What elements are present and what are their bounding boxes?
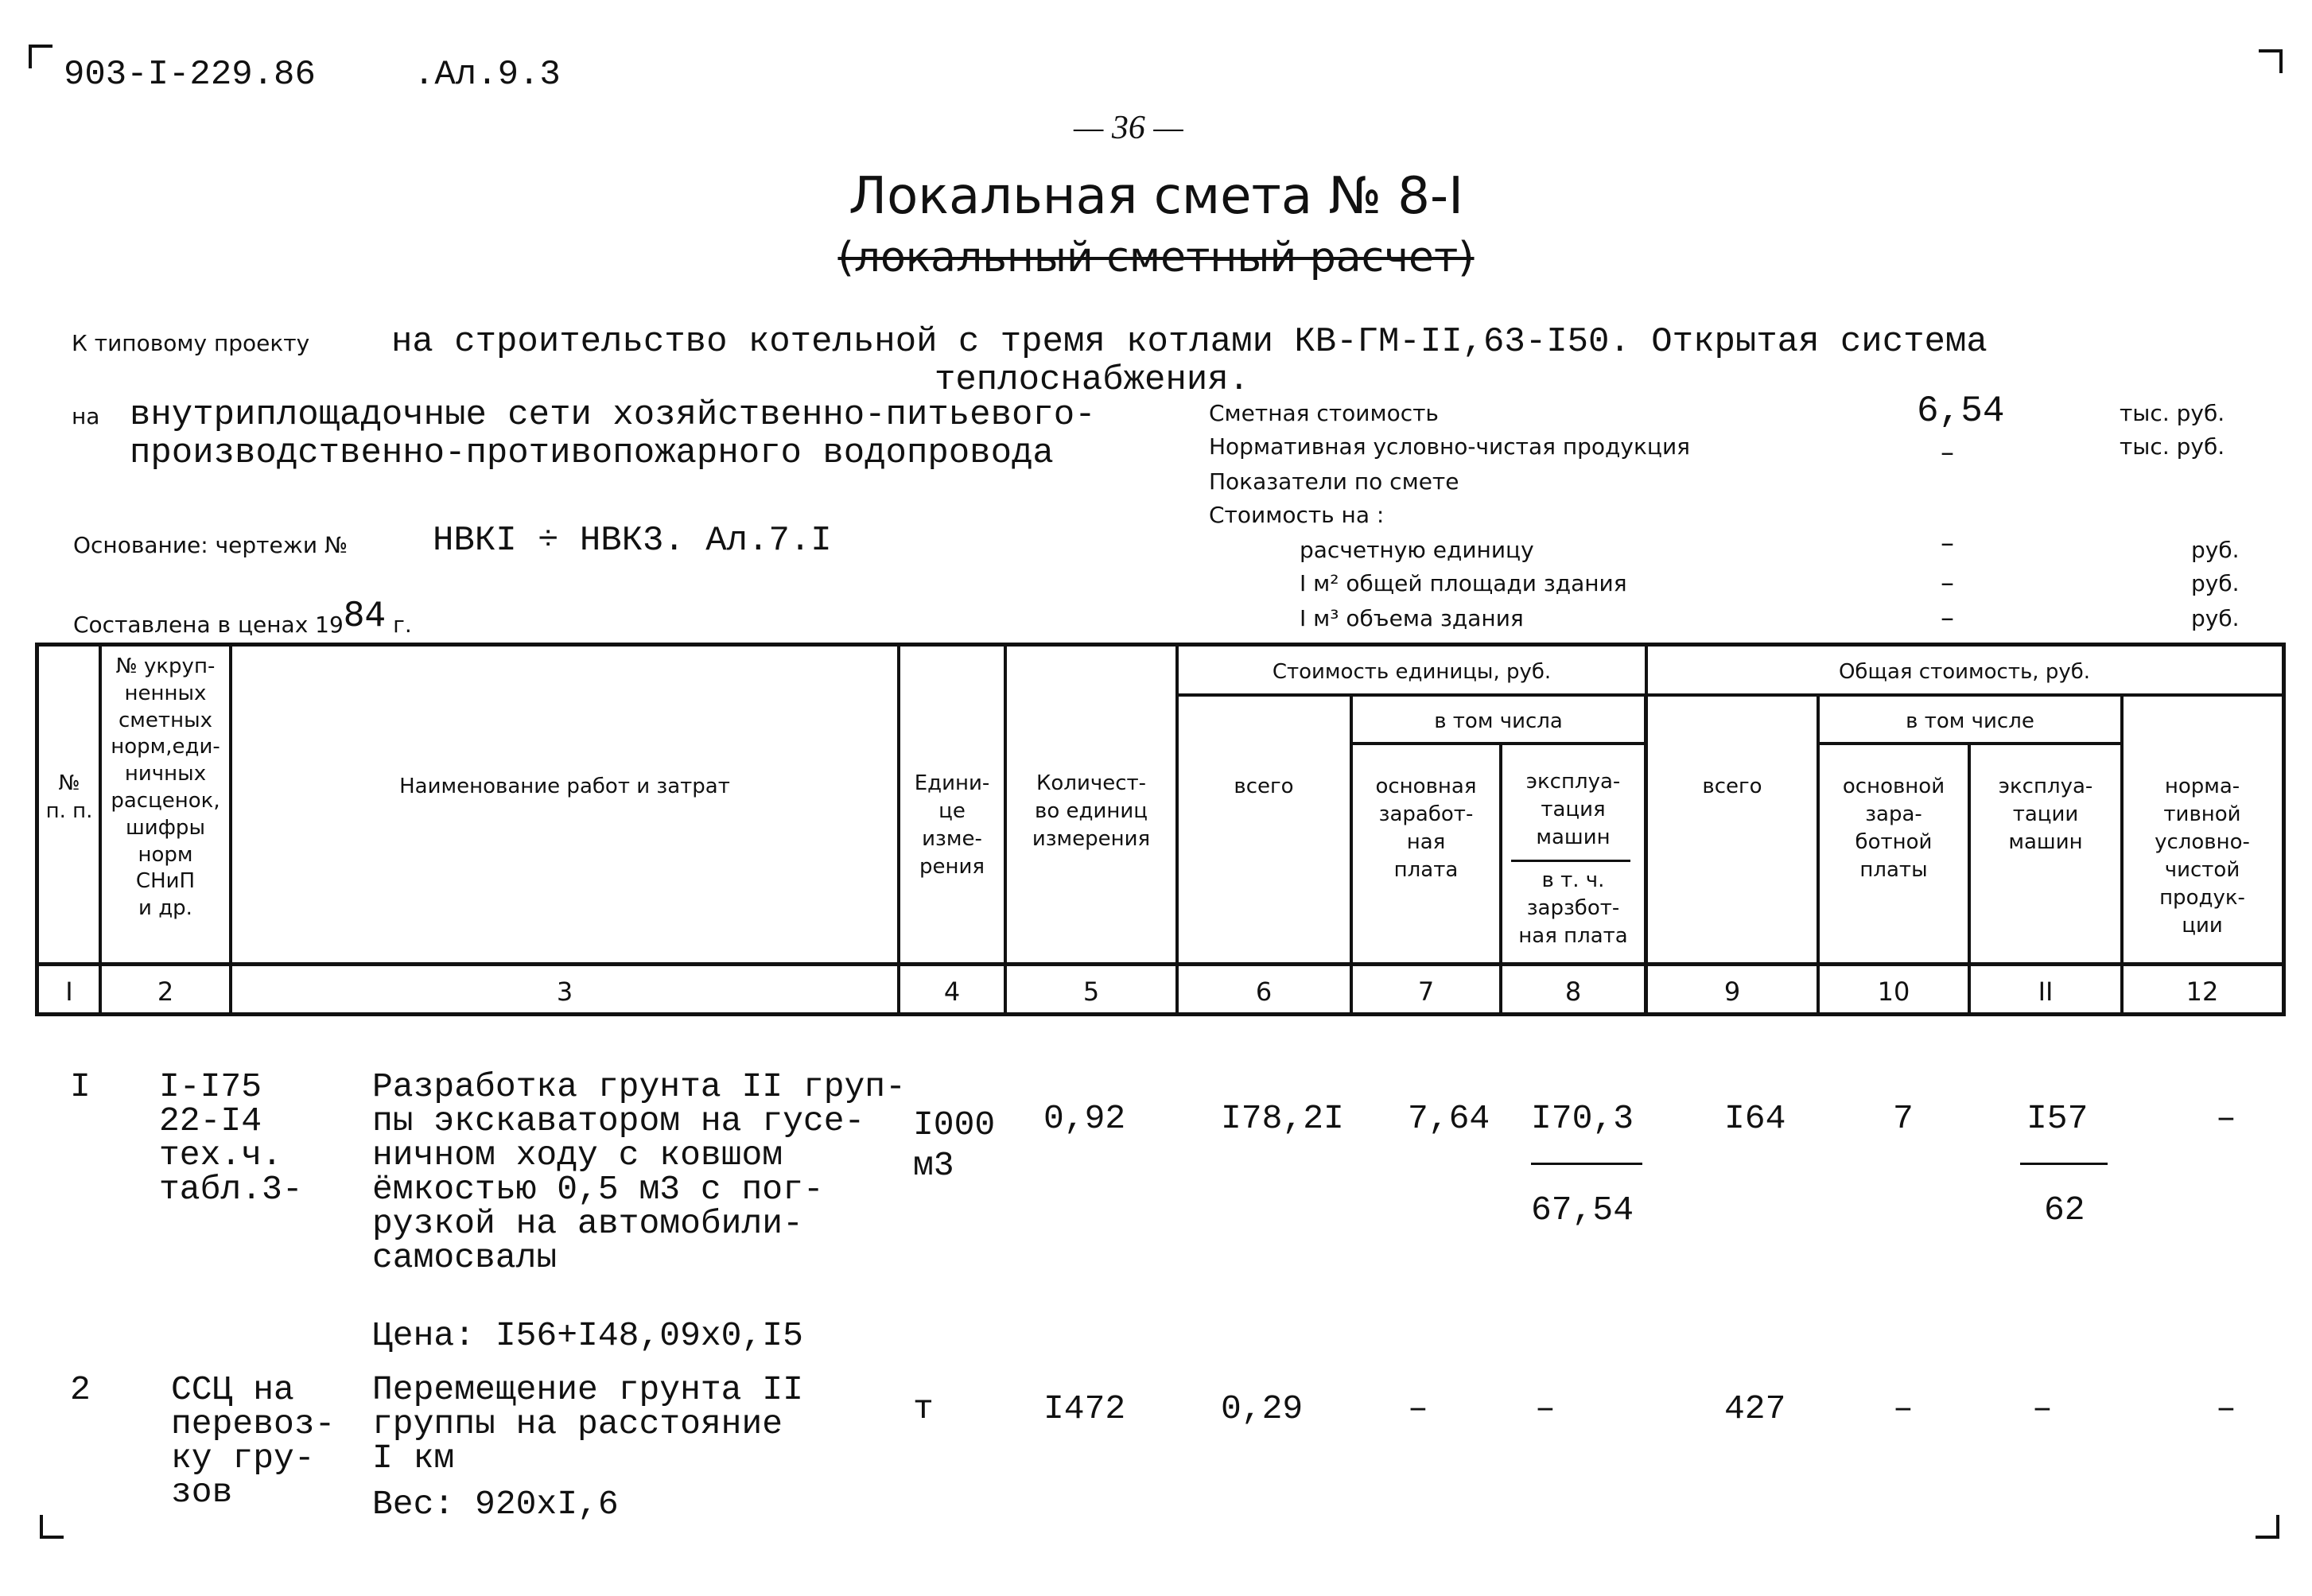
summary-label-cost-per: Стоимость на : — [1209, 502, 1385, 528]
struck-subtitle: (локальный сметный расчет) — [837, 234, 1475, 282]
header-total-cost-group: Общая стоимость, руб. — [1838, 660, 2091, 684]
header-work-name: Наименование работ и затрат — [399, 775, 730, 798]
row-total-cost-wage: – — [1893, 1389, 1914, 1428]
column-number: II — [2038, 977, 2054, 1007]
header-quantity: Количест- во единиц измерения — [1032, 771, 1151, 852]
row-unit-cost-all: 0,29 — [1221, 1389, 1304, 1428]
prices-year-label — [73, 595, 412, 638]
corner-mark-top-left — [29, 45, 52, 68]
column-number: 3 — [556, 977, 573, 1007]
prices-prefix: Составлена в ценах 19 — [73, 612, 344, 638]
prices-suffix: г. — [386, 612, 412, 638]
header-total-machines: эксплуа- тации машин — [1998, 775, 2093, 855]
header-net-product: норма- тивной условно- чистой продук- ции — [2155, 775, 2250, 938]
row-unit-cost-machines: I70,3 — [1531, 1099, 1634, 1138]
summary-label-net-product: Нормативная условно-чистая продукция — [1209, 433, 1690, 460]
summary-value-estimate: 6,54 — [1917, 390, 2005, 432]
project-text-continued: теплоснабжения. — [935, 360, 1250, 400]
fraction-bar — [1531, 1163, 1642, 1165]
summary-unit-estimate: тыс. руб. — [2120, 400, 2225, 426]
basis-label: Основание: чертежи № — [73, 532, 348, 558]
header-unit-wage: основная заработ- ная плата — [1375, 775, 1477, 883]
summary-value-net-product: – — [1941, 437, 1954, 468]
row-total-cost-machines: I57 — [2026, 1099, 2089, 1138]
corner-mark-bottom-right — [2256, 1515, 2279, 1539]
row-unit-cost-machines-wage: 67,54 — [1531, 1190, 1634, 1229]
header-unit-machines: эксплуа- тация машин — [1525, 770, 1621, 850]
column-number: 5 — [1082, 977, 1100, 1007]
row-unit: I000 м3 — [913, 1105, 996, 1185]
summary-unit-area: руб. — [2191, 570, 2240, 596]
summary-value-calc-unit: – — [1941, 527, 1954, 559]
header-including-total: в том числе — [1906, 709, 2034, 733]
row-number: 2 — [70, 1370, 91, 1409]
header-unit-cost-group: Стоимость единицы, руб. — [1272, 660, 1552, 684]
basis-value: НВКI ÷ НВК3. Ал.7.I — [433, 521, 832, 561]
row-quantity: 0,92 — [1043, 1099, 1126, 1138]
corner-mark-bottom-left — [40, 1515, 64, 1539]
column-number: I — [65, 977, 73, 1007]
header-norms: № укруп- ненных сметных норм,еди- ничных расценок, шифры норм СНиП и др. — [111, 654, 220, 921]
header-number: № п. п. — [45, 771, 93, 824]
row-unit: т — [913, 1389, 934, 1428]
document-title: Локальная смета № 8-I — [849, 167, 1463, 226]
header-total-wage: основной зара- ботной платы — [1842, 775, 1945, 883]
row-unit-cost-machines: – — [1535, 1389, 1556, 1428]
summary-unit-calc-unit: руб. — [2191, 537, 2240, 563]
row-total-cost-all: I64 — [1724, 1099, 1786, 1138]
prices-year: 84 — [343, 595, 387, 634]
column-number: 7 — [1417, 977, 1435, 1007]
column-number: 4 — [943, 977, 961, 1007]
row-work-name: Разработка грунта II груп- пы экскаватором на гусе- ничном ходу с ковшом ёмкостью 0,5 м3 с пог- рузкой на автомобили- самосвалы — [372, 1067, 906, 1277]
album-reference: .Ал.9.3 — [414, 55, 561, 95]
header-including-unit: в том числа — [1434, 709, 1563, 733]
summary-unit-net-product: тыс. руб. — [2120, 433, 2225, 460]
document-code: 903-I-229.86 — [64, 55, 316, 95]
corner-mark-top-right — [2259, 49, 2283, 73]
row-net-product: – — [2216, 1099, 2236, 1138]
row-number: I — [70, 1067, 91, 1106]
header-unit: Едини- це изме- рения — [914, 771, 990, 880]
column-number: 12 — [2186, 977, 2219, 1007]
summary-label-area: I м² общей площади здания — [1300, 570, 1627, 596]
row-total-cost-all: 427 — [1724, 1389, 1786, 1428]
header-total-all: всего — [1702, 775, 1762, 798]
column-number: 8 — [1564, 977, 1582, 1007]
summary-label-estimate: Сметная стоимость — [1209, 400, 1439, 426]
row-total-cost-machines-wage: 62 — [2044, 1190, 2085, 1229]
project-text: на строительство котельной с тремя котлами КВ-ГМ-II,63-I50. Открытая система — [391, 322, 1988, 362]
row-unit-cost-all: I78,2I — [1221, 1099, 1344, 1138]
summary-label-calc-unit: расчетную единицу — [1300, 537, 1534, 563]
column-number: 2 — [157, 977, 174, 1007]
row-quantity: I472 — [1043, 1389, 1126, 1428]
row-work-name: Перемещение грунта II группы на расстояние I км — [372, 1370, 803, 1478]
row-unit-cost-wage: 7,64 — [1408, 1099, 1490, 1138]
row-norm-code: ССЦ на перевоз- ку гру- зов — [171, 1370, 336, 1512]
work-label: на — [72, 403, 100, 429]
row-net-product: – — [2216, 1389, 2236, 1428]
row-total-cost-wage: 7 — [1893, 1099, 1914, 1138]
page-number: — 36 — — [1074, 110, 1183, 146]
row-unit-cost-wage: – — [1408, 1389, 1428, 1428]
summary-value-volume: – — [1941, 602, 1954, 634]
row-weight-formula: Вес: 920хI,6 — [372, 1485, 619, 1524]
row-norm-code: I-I75 22-I4 тех.ч. табл.3- — [159, 1067, 303, 1209]
header-unit-all: всего — [1234, 775, 1294, 798]
fraction-bar — [2020, 1163, 2108, 1165]
summary-unit-volume: руб. — [2191, 605, 2240, 631]
column-number: 10 — [1877, 977, 1910, 1007]
header-unit-machines-wage: в т. ч. зарзбот- ная плата — [1518, 868, 1628, 949]
summary-label-indicators: Показатели по смете — [1209, 468, 1459, 495]
row-total-cost-machines: – — [2032, 1389, 2053, 1428]
summary-value-area: – — [1941, 567, 1954, 599]
column-number: 9 — [1723, 977, 1741, 1007]
summary-label-volume: I м³ объема здания — [1300, 605, 1524, 631]
column-number: 6 — [1255, 977, 1273, 1007]
work-description: внутриплощадочные сети хозяйственно-питьевого- производственно-противопожарного водопровода — [130, 395, 1096, 474]
row-price-formula: Цена: I56+I48,09х0,I5 — [372, 1316, 803, 1355]
project-label: К типовому проекту — [72, 330, 310, 356]
